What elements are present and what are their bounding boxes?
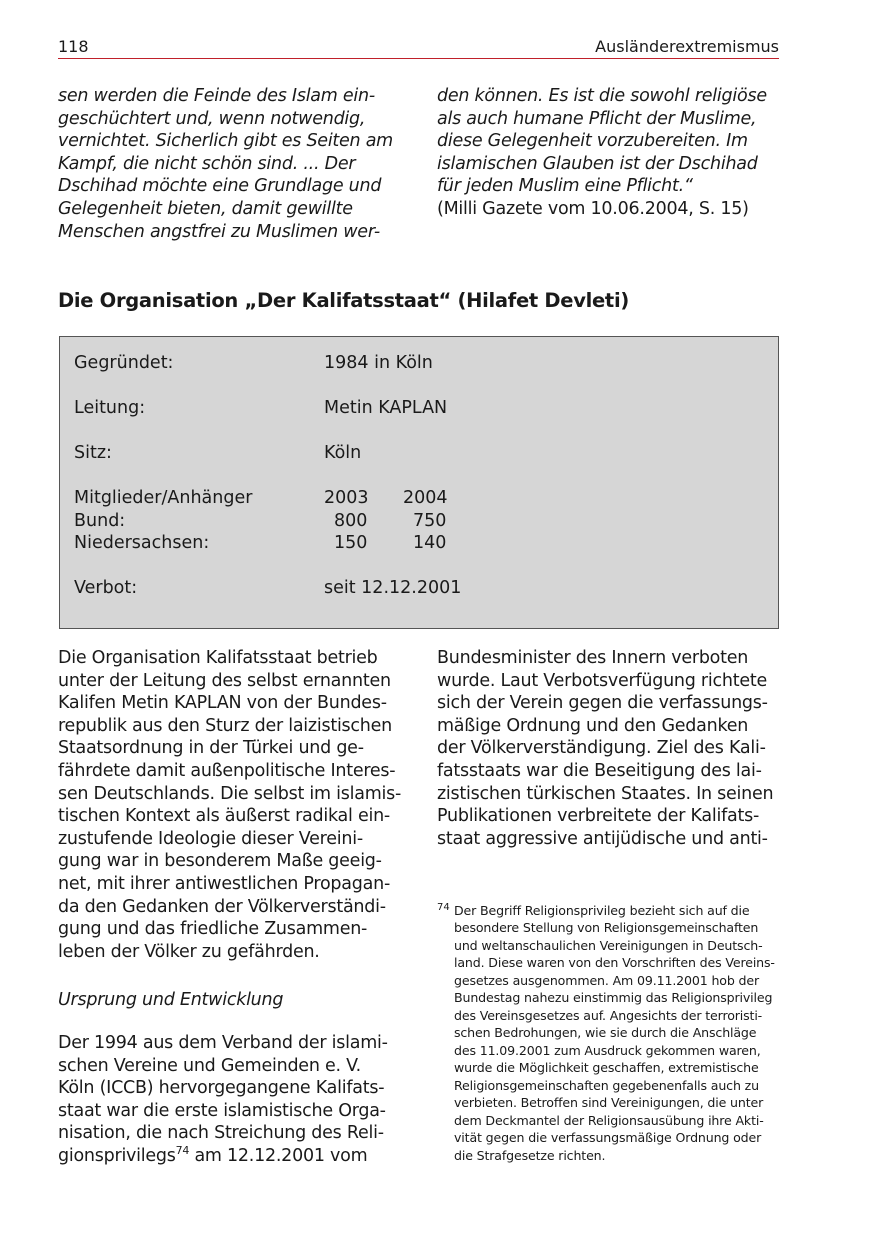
quote-line: Dschihad möchte eine Grundlage und: [58, 176, 382, 196]
quote-line: für jeden Muslim eine Pflicht.“: [437, 176, 693, 196]
body-line: sen Deutschlands. Die selbst im islamis-: [58, 784, 402, 804]
body-line: Kalifen Metin KAPLAN von der Bundes-: [58, 693, 387, 713]
footnote-line: besondere Stellung von Religionsgemeinschaften: [454, 920, 759, 935]
footnote-line: schen Bedrohungen, wie sie durch die Anschläge: [454, 1025, 757, 1040]
body-line: schen Vereine und Gemeinden e. V.: [58, 1056, 361, 1076]
quote-line: geschüchtert und, wenn notwendig,: [58, 109, 366, 129]
body-line: Staatsordnung in der Türkei und ge-: [58, 738, 364, 758]
running-head: Ausländerextremismus: [595, 37, 779, 56]
body-line: staat war die erste islamistische Orga-: [58, 1101, 386, 1121]
footnote-line: land. Diese waren von den Vorschriften des Vereins-: [454, 955, 775, 970]
fact-box: [59, 336, 779, 629]
body-line: fährdete damit außenpolitische Interes-: [58, 761, 396, 781]
header-rule: [58, 58, 779, 59]
body-line: net, mit ihrer antiwestlichen Propagan-: [58, 874, 391, 894]
footnote-line: Der Begriff Religionsprivileg bezieht sich auf die: [454, 903, 750, 918]
founded-value: 1984 in Köln: [324, 353, 433, 373]
body-line: Köln (ICCB) hervorgegangene Kalifats-: [58, 1078, 385, 1098]
body-line-with-footnote: [58, 1145, 367, 1168]
footnote-line: Bundestag nahezu einstimmig das Religionsprivileg: [454, 990, 773, 1005]
body-line: gung und das friedliche Zusammen-: [58, 919, 368, 939]
founded-label: Gegründet:: [74, 353, 174, 373]
quote-line: Kampf, die nicht schön sind. ... Der: [58, 154, 356, 174]
members-label: Mitglieder/Anhänger: [74, 488, 253, 508]
bund-2004: 750: [413, 511, 447, 531]
body-line: fatsstaats war die Beseitigung des lai-: [437, 761, 762, 781]
body-line: gung war in besonderem Maße geeig-: [58, 851, 382, 871]
seat-value: Köln: [324, 443, 362, 463]
footnote-line: dem Deckmantel der Religionsausübung ihre Akti-: [454, 1113, 764, 1128]
year-2004: 2004: [403, 488, 448, 508]
leader-value: Metin KAPLAN: [324, 398, 448, 418]
quote-line: vernichtet. Sicherlich gibt es Seiten am: [58, 131, 393, 151]
year-2003: 2003: [324, 488, 369, 508]
body-line: zistischen türkischen Staates. In seinen: [437, 784, 774, 804]
quote-line: Gelegenheit bieten, damit gewillte: [58, 199, 353, 219]
body-line: wurde. Laut Verbotsverfügung richtete: [437, 671, 767, 691]
body-text: gionsprivilegs: [58, 1146, 176, 1166]
section-heading: Die Organisation „Der Kalifatsstaat“ (Hilafet Devleti): [58, 289, 629, 312]
body-line: unter der Leitung des selbst ernannten: [58, 671, 391, 691]
footnote-number: 74: [437, 902, 450, 913]
body-line: sich der Verein gegen die verfassungs-: [437, 693, 768, 713]
quote-line: den können. Es ist die sowohl religiöse: [437, 86, 767, 106]
body-text: am 12.12.2001 vom: [189, 1146, 368, 1166]
footnote-line: des 11.09.2001 zum Ausdruck gekommen waren,: [454, 1043, 761, 1058]
page-number: 118: [58, 37, 89, 56]
footnote-line: des Vereinsgesetzes auf. Angesichts der terroristi-: [454, 1008, 763, 1023]
subheading: Ursprung und Entwicklung: [58, 990, 284, 1010]
quote-line: diese Gelegenheit vorzubereiten. Im: [437, 131, 748, 151]
body-line: republik aus den Sturz der laizistischen: [58, 716, 392, 736]
nds-2004: 140: [413, 533, 447, 553]
body-line: Der 1994 aus dem Verband der islami-: [58, 1033, 388, 1053]
footnote-line: gesetzes ausgenommen. Am 09.11.2001 hob der: [454, 973, 760, 988]
body-line: staat aggressive antijüdische und anti-: [437, 829, 768, 849]
body-line: nisation, die nach Streichung des Reli-: [58, 1123, 384, 1143]
footnote-line: wurde die Möglichkeit geschaffen, extremistische: [454, 1060, 759, 1075]
quote-source: (Milli Gazete vom 10.06.2004, S. 15): [437, 199, 749, 219]
body-line: tischen Kontext als äußerst radikal ein-: [58, 806, 390, 826]
bund-2003: 800: [334, 511, 368, 531]
ban-label: Verbot:: [74, 578, 138, 598]
body-line: Publikationen verbreitete der Kalifats-: [437, 806, 760, 826]
footnote-line: die Strafgesetze richten.: [454, 1148, 606, 1163]
body-line: zustufende Ideologie dieser Vereini-: [58, 829, 363, 849]
body-line: mäßige Ordnung und den Gedanken: [437, 716, 749, 736]
footnote-line: Religionsgemeinschaften gegebenenfalls auch zu: [454, 1078, 759, 1093]
nds-label: Niedersachsen:: [74, 533, 210, 553]
footnote-line: vität gegen die verfassungsmäßige Ordnung oder: [454, 1130, 762, 1145]
seat-label: Sitz:: [74, 443, 112, 463]
quote-line: sen werden die Feinde des Islam ein-: [58, 86, 375, 106]
quote-line: Menschen angstfrei zu Muslimen wer-: [58, 222, 380, 242]
body-line: da den Gedanken der Völkerverständi-: [58, 897, 386, 917]
body-line: der Völkerverständigung. Ziel des Kali-: [437, 738, 766, 758]
body-line: leben der Völker zu gefährden.: [58, 942, 320, 962]
footnote-line: verbieten. Betroffen sind Vereinigungen, die unter: [454, 1095, 764, 1110]
footnote-line: und weltanschaulichen Vereinigungen in Deutsch-: [454, 938, 763, 953]
footnote-reference: 74: [175, 1144, 190, 1158]
bund-label: Bund:: [74, 511, 126, 531]
quote-line: als auch humane Pflicht der Muslime,: [437, 109, 757, 129]
leader-label: Leitung:: [74, 398, 146, 418]
body-line: Die Organisation Kalifatsstaat betrieb: [58, 648, 378, 668]
body-line: Bundesminister des Innern verboten: [437, 648, 749, 668]
ban-value: seit 12.12.2001: [324, 578, 462, 598]
nds-2003: 150: [334, 533, 368, 553]
quote-line: islamischen Glauben ist der Dschihad: [437, 154, 758, 174]
